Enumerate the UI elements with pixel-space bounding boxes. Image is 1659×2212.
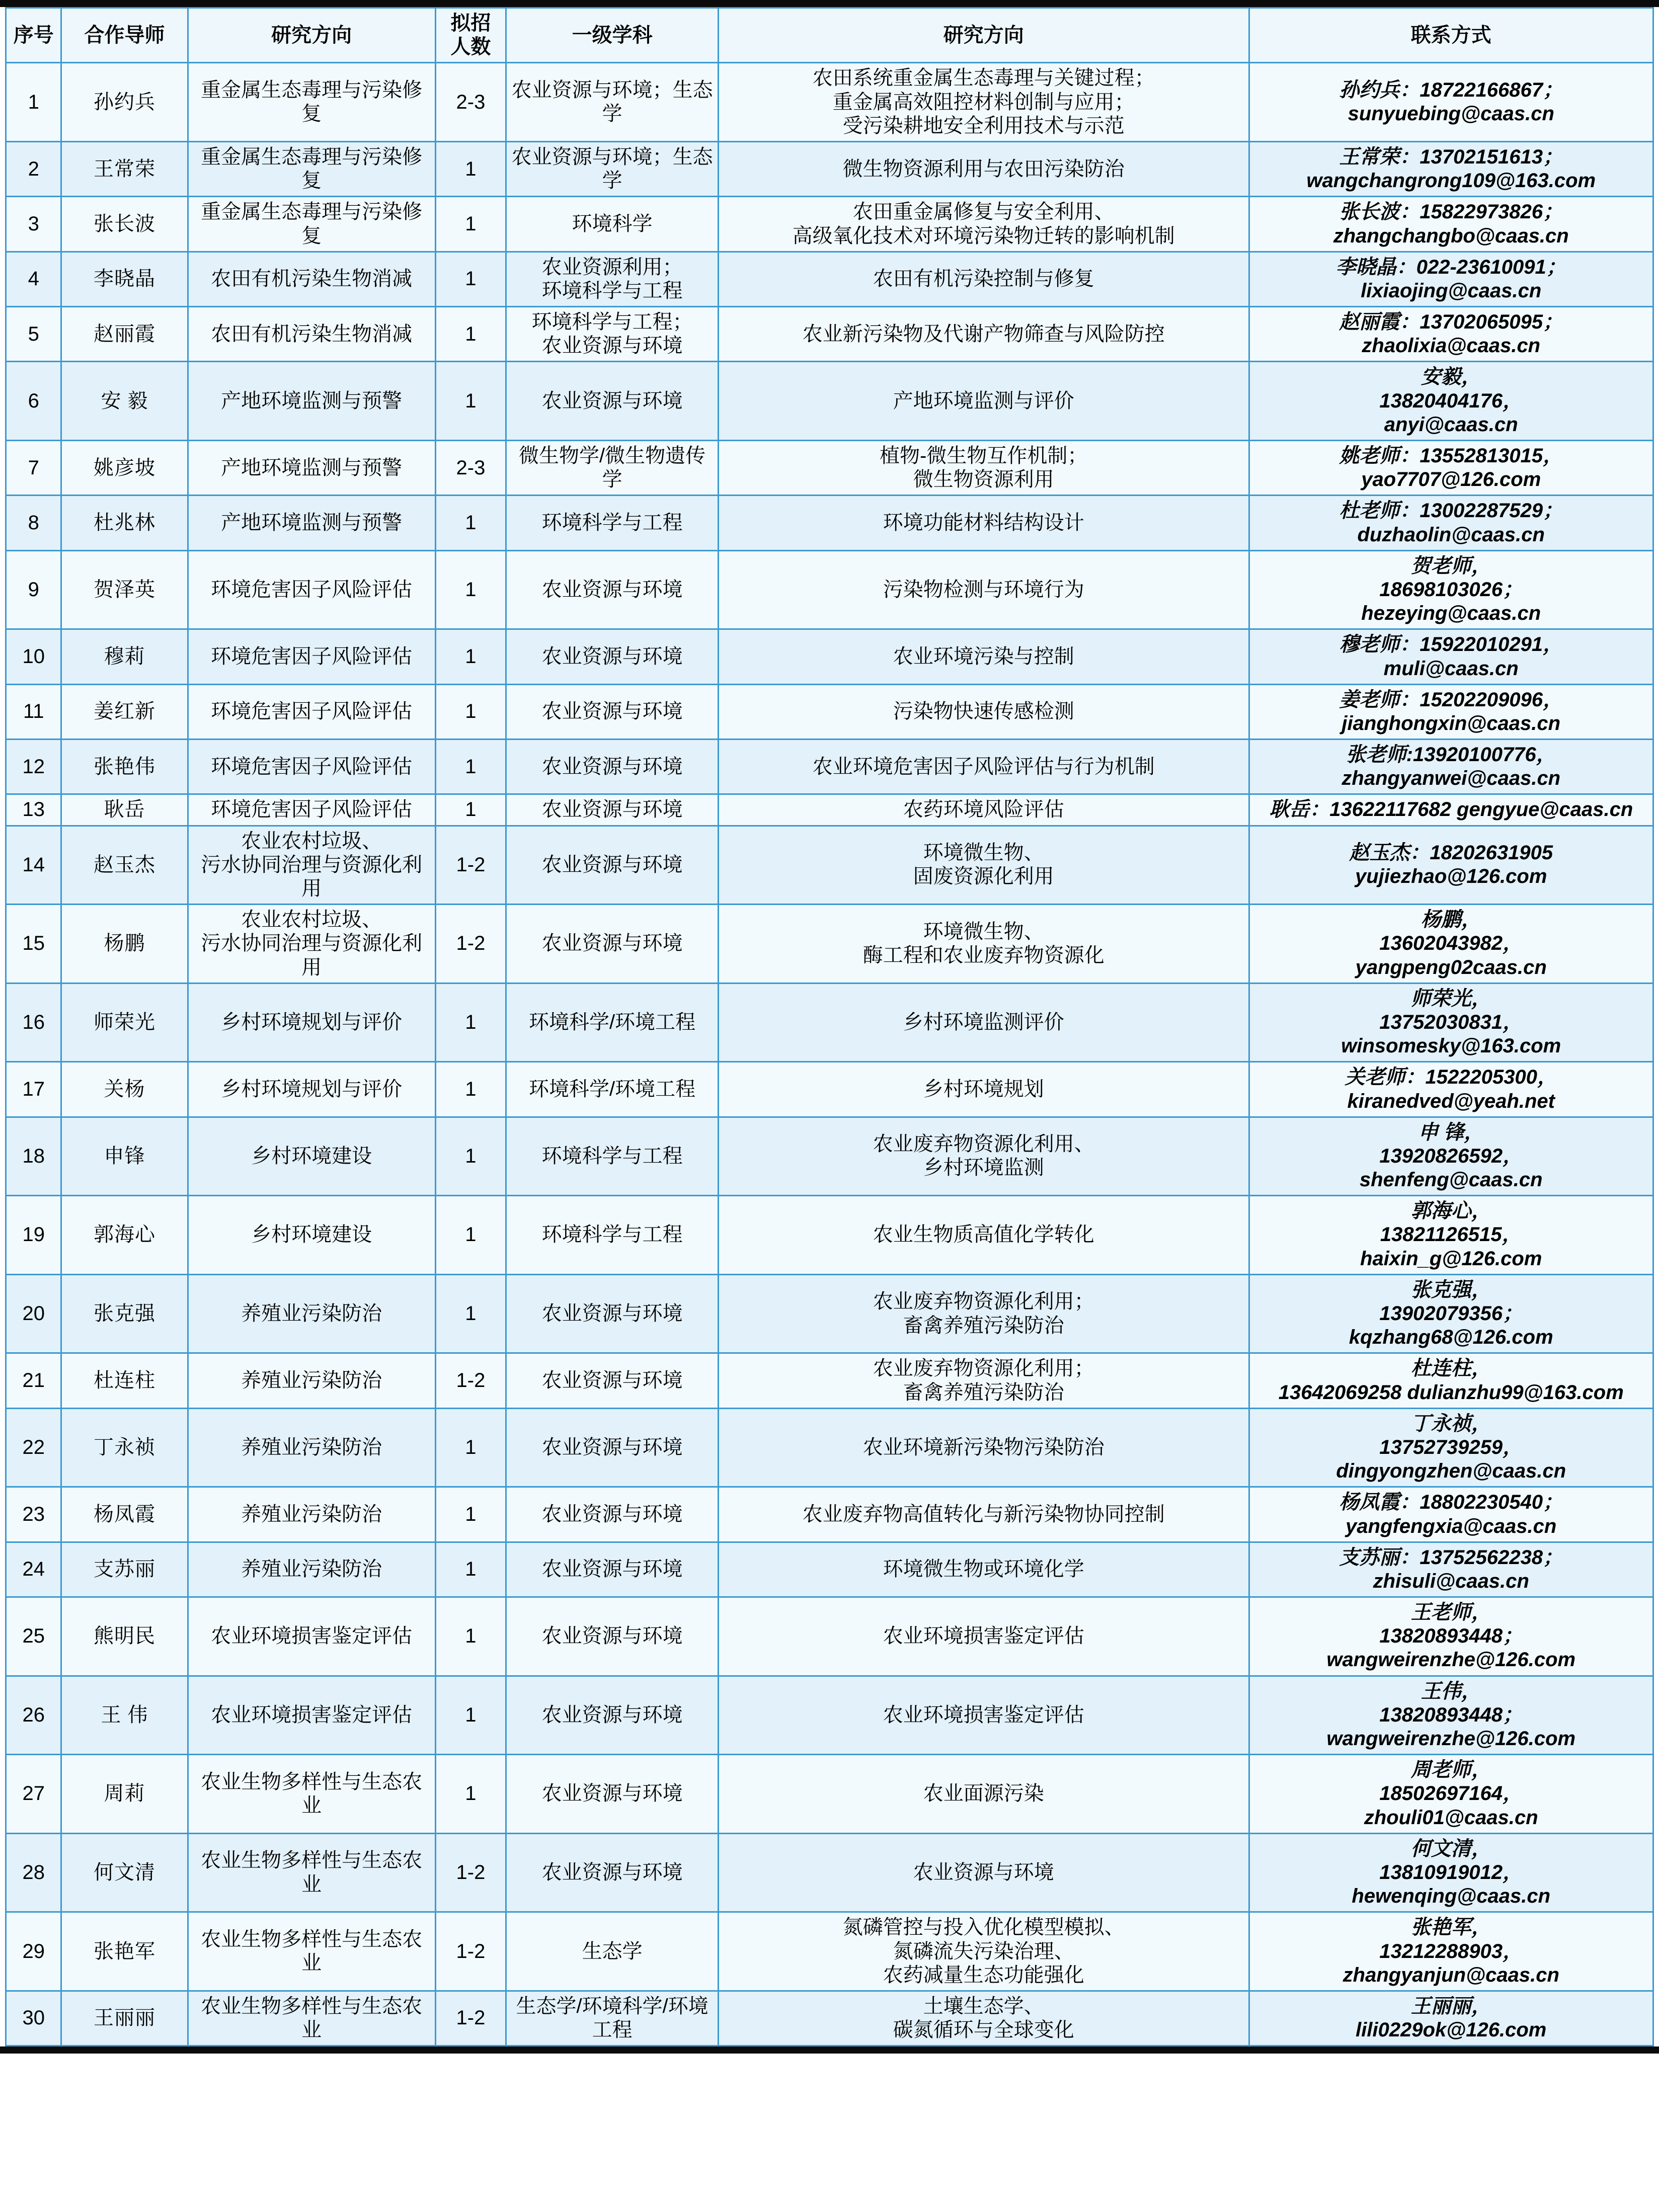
cell-contact: 赵玉杰：18202631905 yujiezhao@126.com <box>1249 826 1653 905</box>
cell-seq: 23 <box>6 1487 61 1542</box>
cell-mentor: 杜兆林 <box>61 496 188 550</box>
cell-direction: 农业环境损害鉴定评估 <box>188 1676 435 1755</box>
cell-mentor: 贺泽英 <box>61 550 188 629</box>
cell-direction: 农田有机污染生物消减 <box>188 252 435 306</box>
cell-discipline: 环境科学/环境工程 <box>506 1062 719 1117</box>
cell-discipline: 环境科学与工程； 农业资源与环境 <box>506 307 719 362</box>
cell-mentor: 张长波 <box>61 197 188 252</box>
table-row <box>6 1062 1653 1117</box>
cell-research: 微生物资源利用与农田污染防治 <box>719 141 1249 196</box>
cell-direction: 农业生物多样性与生态农业 <box>188 1912 435 1991</box>
cell-seq: 14 <box>6 826 61 905</box>
cell-mentor: 张艳军 <box>61 1912 188 1991</box>
cell-discipline: 农业资源与环境 <box>506 794 719 826</box>
cell-research: 环境微生物、 酶工程和农业废弃物资源化 <box>719 905 1249 984</box>
cell-seq: 20 <box>6 1274 61 1353</box>
table-row <box>6 1833 1653 1912</box>
table-row <box>6 307 1653 362</box>
cell-mentor: 杨凤霞 <box>61 1487 188 1542</box>
cell-direction: 农田有机污染生物消减 <box>188 307 435 362</box>
table-body <box>6 63 1653 2046</box>
cell-discipline: 农业资源与环境 <box>506 629 719 684</box>
cell-mentor: 杨鹏 <box>61 905 188 984</box>
cell-research: 乡村环境监测评价 <box>719 983 1249 1062</box>
table-row <box>6 362 1653 441</box>
cell-mentor: 关杨 <box>61 1062 188 1117</box>
bottom-divider <box>0 2046 1659 2054</box>
cell-contact: 姜老师：15202209096， jianghongxin@caas.cn <box>1249 684 1653 739</box>
cell-contact: 耿岳：13622117682 gengyue@caas.cn <box>1249 794 1653 826</box>
column-header-discipline: 一级学科 <box>506 8 719 63</box>
cell-contact: 杜老师：13002287529； duzhaolin@caas.cn <box>1249 496 1653 550</box>
cell-research: 环境功能材料结构设计 <box>719 496 1249 550</box>
cell-direction: 乡村环境建设 <box>188 1196 435 1275</box>
cell-seq: 25 <box>6 1597 61 1676</box>
cell-discipline: 农业资源与环境 <box>506 1755 719 1834</box>
cell-contact: 张克强， 13902079356； kqzhang68@126.com <box>1249 1274 1653 1353</box>
table-row <box>6 740 1653 794</box>
cell-seq: 26 <box>6 1676 61 1755</box>
cell-direction: 农业环境损害鉴定评估 <box>188 1597 435 1676</box>
cell-research: 农业废弃物资源化利用； 畜禽养殖污染防治 <box>719 1353 1249 1408</box>
cell-direction: 养殖业污染防治 <box>188 1408 435 1487</box>
column-header-seq: 序号 <box>6 8 61 63</box>
cell-quota: 1-2 <box>435 1833 506 1912</box>
cell-quota: 1 <box>435 496 506 550</box>
cell-quota: 1 <box>435 1062 506 1117</box>
table-row <box>6 1991 1653 2045</box>
cell-discipline: 农业资源与环境 <box>506 550 719 629</box>
cell-direction: 农业农村垃圾、 污水协同治理与资源化利用 <box>188 905 435 984</box>
cell-mentor: 王丽丽 <box>61 1991 188 2045</box>
cell-contact: 穆老师：15922010291， muli@caas.cn <box>1249 629 1653 684</box>
cell-contact: 王老师， 13820893448； wangweirenzhe@126.com <box>1249 1597 1653 1676</box>
table-row <box>6 1755 1653 1834</box>
cell-direction: 重金属生态毒理与污染修复 <box>188 63 435 142</box>
cell-direction: 重金属生态毒理与污染修复 <box>188 197 435 252</box>
cell-quota: 1-2 <box>435 905 506 984</box>
cell-direction: 养殖业污染防治 <box>188 1542 435 1597</box>
cell-discipline: 农业资源与环境 <box>506 826 719 905</box>
cell-discipline: 农业资源与环境 <box>506 1353 719 1408</box>
column-header-mentor: 合作导师 <box>61 8 188 63</box>
table-row <box>6 1912 1653 1991</box>
cell-discipline: 农业资源与环境；生态学 <box>506 63 719 142</box>
cell-contact: 贺老师， 18698103026； hezeying@caas.cn <box>1249 550 1653 629</box>
cell-research: 农业环境损害鉴定评估 <box>719 1597 1249 1676</box>
cell-discipline: 农业资源与环境 <box>506 362 719 441</box>
cell-mentor: 王常荣 <box>61 141 188 196</box>
cell-quota: 1 <box>435 1117 506 1196</box>
cell-discipline: 农业资源与环境 <box>506 905 719 984</box>
cell-seq: 7 <box>6 441 61 496</box>
table-row <box>6 629 1653 684</box>
cell-direction: 农业农村垃圾、 污水协同治理与资源化利用 <box>188 826 435 905</box>
cell-quota: 1 <box>435 1542 506 1597</box>
cell-seq: 15 <box>6 905 61 984</box>
cell-discipline: 环境科学/环境工程 <box>506 983 719 1062</box>
cell-seq: 3 <box>6 197 61 252</box>
cell-discipline: 环境科学与工程 <box>506 1117 719 1196</box>
cell-discipline: 农业资源与环境 <box>506 1676 719 1755</box>
cell-contact: 周老师， 18502697164， zhouli01@caas.cn <box>1249 1755 1653 1834</box>
cell-research: 环境微生物、 固废资源化利用 <box>719 826 1249 905</box>
cell-quota: 1 <box>435 197 506 252</box>
cell-contact: 孙约兵：18722166867； sunyuebing@caas.cn <box>1249 63 1653 142</box>
cell-research: 农业环境损害鉴定评估 <box>719 1676 1249 1755</box>
cell-research: 农田重金属修复与安全利用、 高级氧化技术对环境污染物迁转的影响机制 <box>719 197 1249 252</box>
mentor-recruitment-table <box>5 7 1654 2046</box>
table-row <box>6 905 1653 984</box>
cell-seq: 19 <box>6 1196 61 1275</box>
cell-contact: 赵丽霞：13702065095； zhaolixia@caas.cn <box>1249 307 1653 362</box>
cell-seq: 28 <box>6 1833 61 1912</box>
cell-direction: 乡村环境规划与评价 <box>188 983 435 1062</box>
cell-direction: 养殖业污染防治 <box>188 1353 435 1408</box>
cell-research: 农业环境危害因子风险评估与行为机制 <box>719 740 1249 794</box>
cell-direction: 乡村环境建设 <box>188 1117 435 1196</box>
cell-discipline: 环境科学 <box>506 197 719 252</box>
table-row <box>6 684 1653 739</box>
cell-mentor: 安 毅 <box>61 362 188 441</box>
cell-discipline: 生态学/环境科学/环境工程 <box>506 1991 719 2045</box>
cell-quota: 1 <box>435 1597 506 1676</box>
cell-research: 环境微生物或环境化学 <box>719 1542 1249 1597</box>
cell-mentor: 丁永祯 <box>61 1408 188 1487</box>
cell-quota: 1 <box>435 1487 506 1542</box>
cell-seq: 13 <box>6 794 61 826</box>
cell-mentor: 何文清 <box>61 1833 188 1912</box>
table-row <box>6 1542 1653 1597</box>
cell-research: 乡村环境规划 <box>719 1062 1249 1117</box>
cell-discipline: 农业资源与环境 <box>506 740 719 794</box>
cell-mentor: 王 伟 <box>61 1676 188 1755</box>
cell-seq: 22 <box>6 1408 61 1487</box>
cell-seq: 30 <box>6 1991 61 2045</box>
cell-quota: 1 <box>435 684 506 739</box>
cell-contact: 姚老师：13552813015， yao7707@126.com <box>1249 441 1653 496</box>
cell-seq: 11 <box>6 684 61 739</box>
cell-seq: 21 <box>6 1353 61 1408</box>
cell-mentor: 张克强 <box>61 1274 188 1353</box>
cell-mentor: 姚彦坡 <box>61 441 188 496</box>
cell-quota: 2-3 <box>435 441 506 496</box>
cell-quota: 1 <box>435 362 506 441</box>
cell-contact: 何文清， 13810919012， hewenqing@caas.cn <box>1249 1833 1653 1912</box>
cell-contact: 王常荣：13702151613； wangchangrong109@163.com <box>1249 141 1653 196</box>
cell-research: 农业废弃物高值转化与新污染物协同控制 <box>719 1487 1249 1542</box>
cell-research: 农业废弃物资源化利用； 畜禽养殖污染防治 <box>719 1274 1249 1353</box>
cell-research: 土壤生态学、 碳氮循环与全球变化 <box>719 1991 1249 2045</box>
cell-mentor: 赵丽霞 <box>61 307 188 362</box>
cell-mentor: 申锋 <box>61 1117 188 1196</box>
cell-seq: 17 <box>6 1062 61 1117</box>
cell-seq: 10 <box>6 629 61 684</box>
cell-direction: 产地环境监测与预警 <box>188 362 435 441</box>
cell-discipline: 农业资源与环境；生态学 <box>506 141 719 196</box>
table-row <box>6 1196 1653 1275</box>
cell-direction: 环境危害因子风险评估 <box>188 684 435 739</box>
cell-quota: 2-3 <box>435 63 506 142</box>
cell-quota: 1 <box>435 307 506 362</box>
cell-contact: 师荣光， 13752030831， winsomesky@163.com <box>1249 983 1653 1062</box>
cell-contact: 张艳军， 13212288903， zhangyanjun@caas.cn <box>1249 1912 1653 1991</box>
cell-mentor: 姜红新 <box>61 684 188 739</box>
cell-mentor: 李晓晶 <box>61 252 188 306</box>
table-header-row <box>6 8 1653 63</box>
cell-research: 农业资源与环境 <box>719 1833 1249 1912</box>
table-row <box>6 794 1653 826</box>
cell-contact: 安毅， 13820404176， anyi@caas.cn <box>1249 362 1653 441</box>
cell-contact: 张老师:13920100776， zhangyanwei@caas.cn <box>1249 740 1653 794</box>
cell-discipline: 农业资源与环境 <box>506 1408 719 1487</box>
cell-research: 污染物检测与环境行为 <box>719 550 1249 629</box>
cell-quota: 1-2 <box>435 1353 506 1408</box>
cell-direction: 乡村环境规划与评价 <box>188 1062 435 1117</box>
table-row <box>6 1353 1653 1408</box>
cell-seq: 5 <box>6 307 61 362</box>
cell-discipline: 环境科学与工程 <box>506 1196 719 1275</box>
cell-research: 污染物快速传感检测 <box>719 684 1249 739</box>
cell-contact: 王丽丽， lili0229ok@126.com <box>1249 1991 1653 2045</box>
cell-quota: 1 <box>435 1755 506 1834</box>
cell-seq: 1 <box>6 63 61 142</box>
cell-seq: 12 <box>6 740 61 794</box>
cell-research: 农田系统重金属生态毒理与关键过程； 重金属高效阻控材料创制与应用； 受污染耕地安全利用技术与示范 <box>719 63 1249 142</box>
cell-seq: 9 <box>6 550 61 629</box>
table-row <box>6 1487 1653 1542</box>
table-row <box>6 63 1653 142</box>
cell-mentor: 熊明民 <box>61 1597 188 1676</box>
table-row <box>6 197 1653 252</box>
table-row <box>6 550 1653 629</box>
cell-direction: 养殖业污染防治 <box>188 1274 435 1353</box>
cell-research: 农业环境新污染物污染防治 <box>719 1408 1249 1487</box>
cell-mentor: 赵玉杰 <box>61 826 188 905</box>
cell-research: 农业面源污染 <box>719 1755 1249 1834</box>
cell-quota: 1 <box>435 1676 506 1755</box>
cell-quota: 1 <box>435 1408 506 1487</box>
cell-research: 农业废弃物资源化利用、 乡村环境监测 <box>719 1117 1249 1196</box>
cell-direction: 农业生物多样性与生态农业 <box>188 1991 435 2045</box>
cell-direction: 环境危害因子风险评估 <box>188 629 435 684</box>
cell-seq: 29 <box>6 1912 61 1991</box>
cell-research: 农业环境污染与控制 <box>719 629 1249 684</box>
cell-research: 农业生物质高值化学转化 <box>719 1196 1249 1275</box>
cell-seq: 4 <box>6 252 61 306</box>
table-row <box>6 826 1653 905</box>
cell-mentor: 耿岳 <box>61 794 188 826</box>
cell-mentor: 支苏丽 <box>61 1542 188 1597</box>
cell-seq: 8 <box>6 496 61 550</box>
cell-direction: 环境危害因子风险评估 <box>188 794 435 826</box>
cell-research: 植物-微生物互作机制； 微生物资源利用 <box>719 441 1249 496</box>
cell-contact: 杨凤霞：18802230540； yangfengxia@caas.cn <box>1249 1487 1653 1542</box>
cell-contact: 丁永祯， 13752739259， dingyongzhen@caas.cn <box>1249 1408 1653 1487</box>
table-row <box>6 1117 1653 1196</box>
cell-quota: 1 <box>435 252 506 306</box>
top-divider <box>0 0 1659 7</box>
table-row <box>6 1408 1653 1487</box>
cell-quota: 1 <box>435 141 506 196</box>
cell-discipline: 微生物学/微生物遗传学 <box>506 441 719 496</box>
cell-direction: 重金属生态毒理与污染修复 <box>188 141 435 196</box>
cell-research: 氮磷管控与投入优化模型模拟、 氮磷流失污染治理、 农药减量生态功能强化 <box>719 1912 1249 1991</box>
cell-discipline: 环境科学与工程 <box>506 496 719 550</box>
cell-discipline: 农业资源利用； 环境科学与工程 <box>506 252 719 306</box>
table-row <box>6 496 1653 550</box>
cell-quota: 1 <box>435 629 506 684</box>
cell-seq: 18 <box>6 1117 61 1196</box>
cell-contact: 张长波：15822973826； zhangchangbo@caas.cn <box>1249 197 1653 252</box>
cell-research: 产地环境监测与评价 <box>719 362 1249 441</box>
cell-discipline: 农业资源与环境 <box>506 1274 719 1353</box>
cell-quota: 1-2 <box>435 826 506 905</box>
cell-mentor: 师荣光 <box>61 983 188 1062</box>
cell-quota: 1-2 <box>435 1991 506 2045</box>
cell-quota: 1-2 <box>435 1912 506 1991</box>
cell-discipline: 农业资源与环境 <box>506 1487 719 1542</box>
cell-quota: 1 <box>435 794 506 826</box>
table-row <box>6 441 1653 496</box>
table-row <box>6 983 1653 1062</box>
cell-quota: 1 <box>435 740 506 794</box>
cell-direction: 养殖业污染防治 <box>188 1487 435 1542</box>
cell-direction: 产地环境监测与预警 <box>188 441 435 496</box>
cell-contact: 郭海心， 13821126515， haixin_g@126.com <box>1249 1196 1653 1275</box>
cell-mentor: 穆莉 <box>61 629 188 684</box>
cell-seq: 24 <box>6 1542 61 1597</box>
cell-research: 农业新污染物及代谢产物筛查与风险防控 <box>719 307 1249 362</box>
cell-mentor: 杜连柱 <box>61 1353 188 1408</box>
cell-contact: 关老师：1522205300， kiranedved@yeah.net <box>1249 1062 1653 1117</box>
cell-discipline: 生态学 <box>506 1912 719 1991</box>
column-header-direction: 研究方向 <box>188 8 435 63</box>
cell-contact: 申 锋， 13920826592， shenfeng@caas.cn <box>1249 1117 1653 1196</box>
cell-contact: 李晓晶：022-23610091； lixiaojing@caas.cn <box>1249 252 1653 306</box>
cell-quota: 1 <box>435 1274 506 1353</box>
cell-direction: 农业生物多样性与生态农业 <box>188 1755 435 1834</box>
table-row <box>6 141 1653 196</box>
column-header-contact: 联系方式 <box>1249 8 1653 63</box>
cell-contact: 杜连柱， 13642069258 dulianzhu99@163.com <box>1249 1353 1653 1408</box>
table-row <box>6 1274 1653 1353</box>
cell-contact: 杨鹏， 13602043982， yangpeng02caas.cn <box>1249 905 1653 984</box>
cell-quota: 1 <box>435 983 506 1062</box>
cell-mentor: 郭海心 <box>61 1196 188 1275</box>
cell-direction: 产地环境监测与预警 <box>188 496 435 550</box>
cell-discipline: 农业资源与环境 <box>506 1597 719 1676</box>
cell-discipline: 农业资源与环境 <box>506 684 719 739</box>
column-header-research: 研究方向 <box>719 8 1249 63</box>
cell-discipline: 农业资源与环境 <box>506 1542 719 1597</box>
cell-contact: 王伟， 13820893448； wangweirenzhe@126.com <box>1249 1676 1653 1755</box>
cell-discipline: 农业资源与环境 <box>506 1833 719 1912</box>
cell-contact: 支苏丽：13752562238； zhisuli@caas.cn <box>1249 1542 1653 1597</box>
cell-seq: 27 <box>6 1755 61 1834</box>
table-header <box>6 8 1653 63</box>
cell-direction: 农业生物多样性与生态农业 <box>188 1833 435 1912</box>
cell-mentor: 张艳伟 <box>61 740 188 794</box>
table-row <box>6 1676 1653 1755</box>
cell-quota: 1 <box>435 550 506 629</box>
cell-direction: 环境危害因子风险评估 <box>188 740 435 794</box>
column-header-quota: 拟招 人数 <box>435 8 506 63</box>
cell-mentor: 周莉 <box>61 1755 188 1834</box>
table-row <box>6 1597 1653 1676</box>
cell-mentor: 孙约兵 <box>61 63 188 142</box>
cell-seq: 6 <box>6 362 61 441</box>
cell-quota: 1 <box>435 1196 506 1275</box>
cell-research: 农药环境风险评估 <box>719 794 1249 826</box>
cell-seq: 2 <box>6 141 61 196</box>
cell-direction: 环境危害因子风险评估 <box>188 550 435 629</box>
cell-research: 农田有机污染控制与修复 <box>719 252 1249 306</box>
cell-seq: 16 <box>6 983 61 1062</box>
table-row <box>6 252 1653 306</box>
